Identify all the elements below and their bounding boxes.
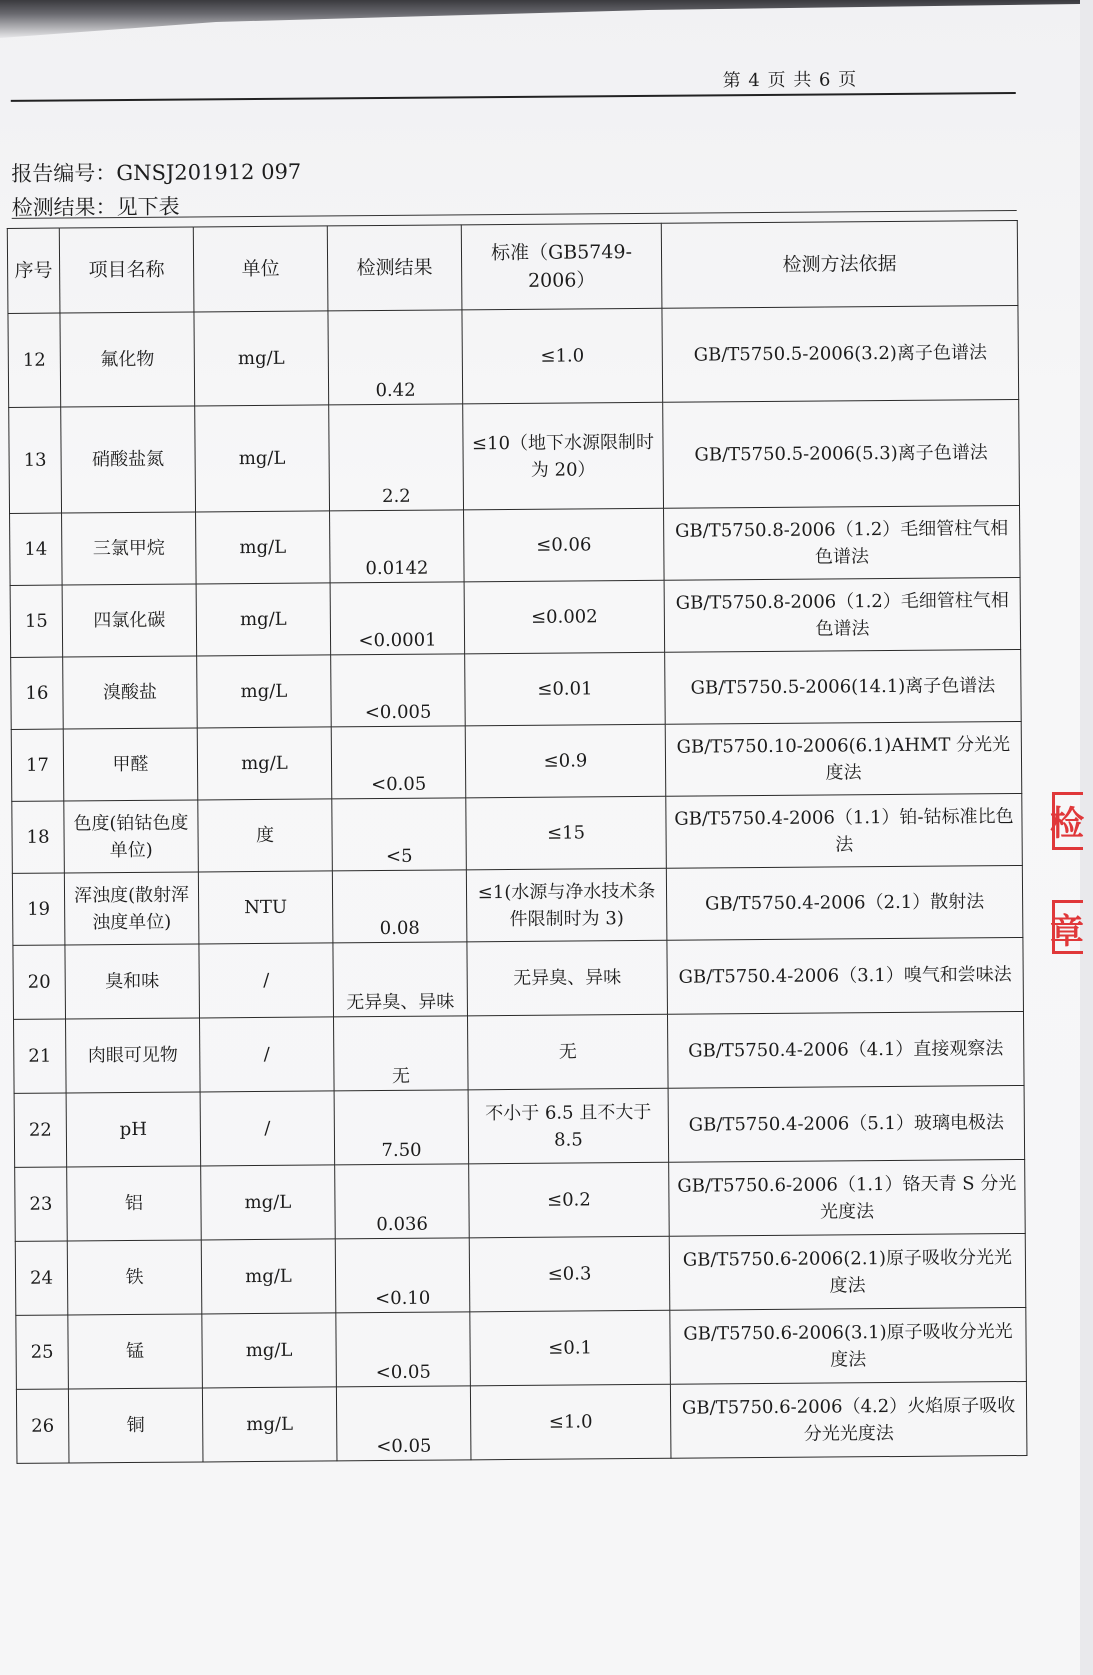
cell-method: GB/T5750.5-2006(5.3)离子色谱法 xyxy=(663,400,1020,509)
cell-standard: ≤0.2 xyxy=(469,1162,670,1238)
cell-seq: 14 xyxy=(10,513,63,585)
cell-item-name: 氟化物 xyxy=(60,312,195,407)
cell-method: GB/T5750.6-2006(2.1)原子吸收分光光度法 xyxy=(669,1233,1026,1310)
cell-item-name: 铝 xyxy=(67,1166,202,1241)
cell-result: 无 xyxy=(333,1016,468,1091)
table-row xyxy=(16,1381,1027,1463)
table-row xyxy=(12,865,1023,945)
cell-method: GB/T5750.6-2006（1.1）铬天青 S 分光光度法 xyxy=(669,1159,1026,1236)
cell-seq: 13 xyxy=(9,407,62,513)
page-indicator: 第 4 页 共 6 页 xyxy=(722,69,858,92)
cell-standard: ≤0.3 xyxy=(469,1236,670,1312)
table-row xyxy=(14,1085,1025,1167)
cell-item-name: 甲醛 xyxy=(63,728,198,801)
cell-method: GB/T5750.4-2006（1.1）铂-钴标准比色法 xyxy=(666,793,1023,868)
cell-method: GB/T5750.6-2006(3.1)原子吸收分光光度法 xyxy=(670,1307,1027,1384)
cell-item-name: pH xyxy=(66,1092,201,1167)
stamp-char-bottom: 章 xyxy=(1050,912,1084,952)
table-row xyxy=(11,650,1022,730)
cell-item-name: 臭和味 xyxy=(65,944,200,1019)
cell-result: <0.05 xyxy=(336,1386,471,1461)
table-row xyxy=(9,400,1020,514)
cell-seq: 23 xyxy=(15,1167,68,1241)
cell-method: GB/T5750.8-2006（1.2）毛细管柱气相色谱法 xyxy=(664,578,1021,653)
cell-result: 2.2 xyxy=(329,404,464,511)
cell-method: GB/T5750.5-2006(3.2)离子色谱法 xyxy=(662,306,1019,403)
header-standard: 标准（GB5749-2006） xyxy=(461,223,662,310)
cell-result: 0.036 xyxy=(335,1164,470,1239)
cell-unit: / xyxy=(199,943,334,1018)
header-item-name: 项目名称 xyxy=(59,227,194,313)
cell-standard: ≤0.01 xyxy=(465,652,666,726)
cell-unit: mg/L xyxy=(197,727,332,800)
cell-seq: 16 xyxy=(11,657,64,729)
cell-unit: mg/L xyxy=(197,655,332,728)
cell-unit: mg/L xyxy=(201,1165,336,1240)
cell-method: GB/T5750.8-2006（1.2）毛细管柱气相色谱法 xyxy=(664,506,1021,581)
cell-standard: ≤1.0 xyxy=(470,1384,671,1460)
cell-seq: 24 xyxy=(15,1241,68,1315)
cell-result: <0.05 xyxy=(331,726,466,799)
cell-method: GB/T5750.4-2006（2.1）散射法 xyxy=(666,865,1023,940)
cell-result: <0.05 xyxy=(336,1312,471,1387)
cell-method: GB/T5750.6-2006（4.2）火焰原子吸收分光光度法 xyxy=(670,1381,1027,1458)
cell-item-name: 浑浊度(散射浑浊度单位) xyxy=(64,872,199,945)
cell-unit: mg/L xyxy=(196,511,331,584)
result-line: 检测结果：见下表 xyxy=(11,194,180,220)
table-body xyxy=(8,306,1027,1464)
cell-standard: ≤15 xyxy=(466,796,667,870)
table-row xyxy=(14,1011,1025,1093)
cell-unit: NTU xyxy=(198,871,333,944)
cell-method: GB/T5750.4-2006（3.1）嗅气和尝味法 xyxy=(667,937,1024,1014)
header-seq: 序号 xyxy=(7,228,60,313)
cell-standard: 无异臭、异味 xyxy=(467,940,668,1016)
cell-standard: ≤0.06 xyxy=(464,508,665,582)
cell-unit: mg/L xyxy=(196,583,331,656)
cell-standard: ≤0.9 xyxy=(465,724,666,798)
cell-unit: mg/L xyxy=(201,1239,336,1314)
cell-result: <0.0001 xyxy=(330,582,465,655)
cell-result: 0.08 xyxy=(332,870,467,943)
cell-standard: ≤0.1 xyxy=(470,1310,671,1386)
cell-standard: ≤0.002 xyxy=(464,580,665,654)
cell-result: <0.10 xyxy=(335,1238,470,1313)
report-number: 报告编号：GNSJ201912 097 xyxy=(11,159,302,186)
table-row xyxy=(11,722,1022,802)
cell-unit: 度 xyxy=(198,799,333,872)
cell-result: 0.0142 xyxy=(330,510,465,583)
cell-standard: 无 xyxy=(467,1014,668,1090)
cell-unit: / xyxy=(200,1091,335,1166)
cell-standard: ≤1.0 xyxy=(462,308,663,404)
cell-seq: 25 xyxy=(16,1315,69,1389)
cell-unit: / xyxy=(200,1017,335,1092)
cell-seq: 15 xyxy=(10,585,63,657)
cell-result: 0.42 xyxy=(328,310,463,405)
cell-seq: 12 xyxy=(8,313,61,407)
cell-method: GB/T5750.4-2006（5.1）玻璃电极法 xyxy=(668,1085,1025,1162)
table-row xyxy=(10,578,1021,658)
table-header-row xyxy=(7,221,1018,314)
cell-item-name: 肉眼可见物 xyxy=(66,1018,201,1093)
cell-result: 7.50 xyxy=(334,1090,469,1165)
cell-item-name: 四氯化碳 xyxy=(62,584,197,657)
cell-result: <5 xyxy=(332,798,467,871)
cell-method: GB/T5750.10-2006(6.1)AHMT 分光光度法 xyxy=(665,722,1022,797)
cell-seq: 20 xyxy=(13,945,66,1019)
cell-seq: 18 xyxy=(12,801,65,873)
cell-method: GB/T5750.5-2006(14.1)离子色谱法 xyxy=(665,650,1022,725)
stamp-char-top: 检 xyxy=(1050,804,1084,844)
cell-method: GB/T5750.4-2006（4.1）直接观察法 xyxy=(667,1011,1024,1088)
cell-standard: ≤10（地下水源限制时为 20） xyxy=(463,402,664,510)
results-table xyxy=(7,220,1028,1464)
cell-item-name: 锰 xyxy=(68,1314,203,1389)
cell-unit: mg/L xyxy=(202,1313,337,1388)
table-row xyxy=(13,937,1024,1019)
table-row xyxy=(15,1233,1026,1315)
cell-seq: 21 xyxy=(14,1019,67,1093)
cell-seq: 26 xyxy=(16,1389,69,1463)
table-row xyxy=(10,506,1021,586)
cell-unit: mg/L xyxy=(195,405,330,512)
cell-unit: mg/L xyxy=(194,311,329,406)
cell-item-name: 硝酸盐氮 xyxy=(61,406,196,513)
cell-result: 无异臭、异味 xyxy=(333,942,468,1017)
cell-standard: ≤1(水源与净水技术条件限制时为 3) xyxy=(466,868,667,942)
cell-seq: 19 xyxy=(12,873,65,945)
table-row xyxy=(12,793,1023,873)
cell-item-name: 色度(铂钴色度单位) xyxy=(64,800,199,873)
cell-unit: mg/L xyxy=(202,1387,337,1462)
header-method: 检测方法依据 xyxy=(661,221,1018,309)
cell-item-name: 溴酸盐 xyxy=(63,656,198,729)
table-row xyxy=(8,306,1019,408)
cell-standard: 不小于 6.5 且不大于 8.5 xyxy=(468,1088,669,1164)
header-rule xyxy=(11,92,1016,102)
table-row xyxy=(15,1159,1026,1241)
cell-item-name: 三氯甲烷 xyxy=(62,512,197,585)
header-result: 检测结果 xyxy=(327,225,462,311)
cell-item-name: 铜 xyxy=(68,1388,203,1463)
table-row xyxy=(16,1307,1027,1389)
cell-result: <0.005 xyxy=(331,654,466,727)
cell-seq: 17 xyxy=(11,729,64,801)
header-unit: 单位 xyxy=(193,226,328,312)
cell-seq: 22 xyxy=(14,1093,67,1167)
cell-item-name: 铁 xyxy=(67,1240,202,1315)
